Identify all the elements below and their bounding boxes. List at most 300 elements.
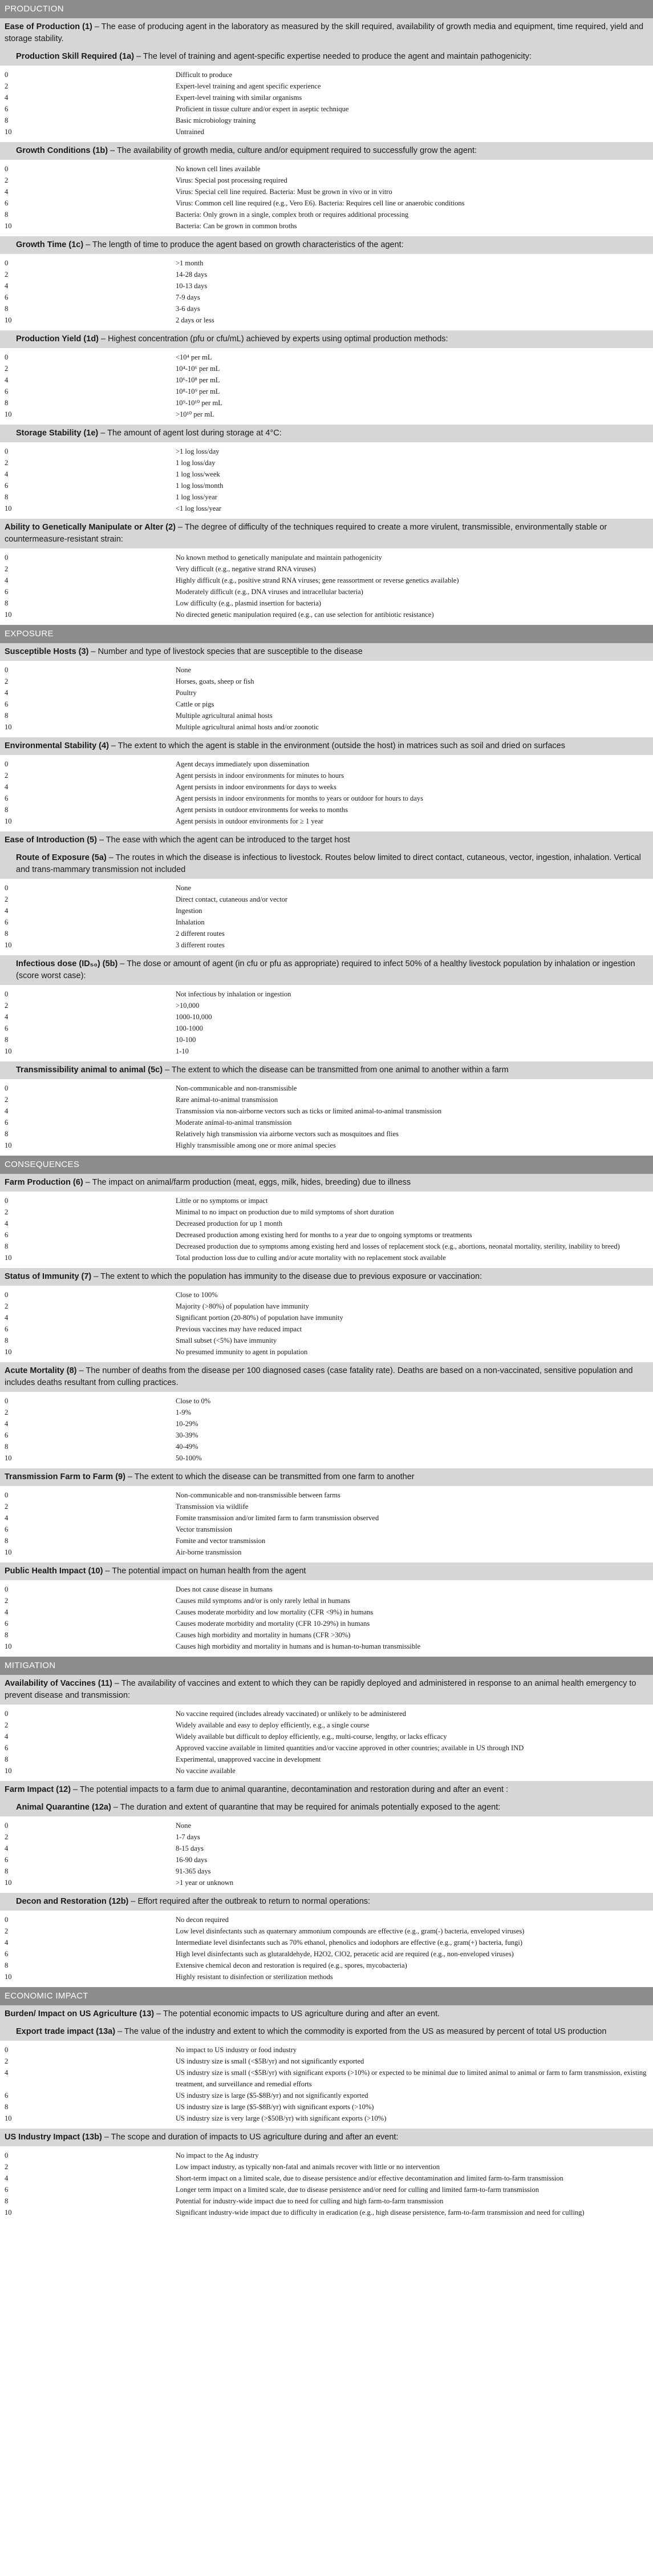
score-value: 4: [5, 282, 9, 290]
table-row: [0, 815, 653, 827]
score-value: 4: [5, 783, 9, 791]
score-description: Approved vaccine available in limited quantities and/or vaccine approved in other countries; available in US through IND: [176, 1744, 524, 1752]
criterion-description: – The routes in which the disease is infectious to livestock. Routes below limited to direct contact, cutaneous, vector, ingestion, inhalation. Vertical and trans-mammary transmission not included: [16, 853, 641, 874]
table-row: [0, 575, 653, 586]
score-description: Little or no symptoms or impact: [176, 1197, 268, 1205]
score-value: 6: [5, 1024, 9, 1032]
score-value: 4: [5, 1220, 9, 1228]
score-description: Close to 100%: [176, 1291, 218, 1299]
table-row: [0, 916, 653, 928]
table-row: [0, 609, 653, 620]
criterion-label: Acute Mortality (8): [5, 1366, 77, 1375]
score-description: Expert-level training with similar organisms: [176, 94, 302, 102]
section-header-exposure: EXPOSURE: [0, 625, 653, 643]
table-row: [0, 1000, 653, 1011]
score-value: 0: [5, 165, 9, 173]
table-row: [0, 1606, 653, 1618]
score-value: 2: [5, 1597, 9, 1605]
criterion-description: – The potential impacts to a farm due to animal quarantine, decontamination and restoration during and after an event :: [71, 1785, 509, 1794]
score-table: [0, 664, 653, 733]
score-description: Short-term impact on a limited scale, due to disease persistence and/or effective decontamination and limited farm-to-farm transmission: [176, 2174, 563, 2182]
table-row: [0, 1925, 653, 1937]
criterion-description: – The amount of agent lost during storage at 4°C:: [98, 429, 282, 438]
score-description: Highly resistant to disinfection or sterilization methods: [176, 1973, 333, 1981]
score-value: 6: [5, 700, 9, 708]
table-row: [0, 781, 653, 793]
table-row: [0, 988, 653, 1000]
score-description: Minimal to no impact on production due to mild symptoms of short duration: [176, 1208, 394, 1216]
score-description: Multiple agricultural animal hosts and/or zoonotic: [176, 723, 319, 731]
score-value: 6: [5, 482, 9, 490]
score-description: Moderately difficult (e.g., DNA viruses and intracellular bacteria): [176, 588, 363, 596]
criterion-header: [0, 1799, 653, 1816]
criterion-label: Ease of Introduction (5): [5, 835, 97, 845]
table-row: [0, 2195, 653, 2207]
score-description: No impact to US industry or food industry: [176, 2046, 297, 2054]
score-value: 6: [5, 105, 9, 113]
score-value: 2: [5, 565, 9, 573]
score-value: 0: [5, 1197, 9, 1205]
score-value: 10: [5, 1642, 12, 1650]
score-description: None: [176, 1822, 192, 1830]
score-table: [0, 1195, 653, 1263]
table-row: [0, 457, 653, 469]
score-value: 8: [5, 1443, 9, 1451]
criterion-header: [0, 330, 653, 348]
score-value: 6: [5, 1620, 9, 1628]
table-row: [0, 1831, 653, 1843]
score-value: 2: [5, 677, 9, 685]
score-value: 4: [5, 1314, 9, 1322]
score-description: Extensive chemical decon and restoration is required (e.g., spores, mycobacteria): [176, 1961, 407, 1969]
score-description: No impact to the Ag industry: [176, 2151, 259, 2159]
score-description: Close to 0%: [176, 1397, 211, 1405]
score-value: 4: [5, 376, 9, 384]
score-value: 0: [5, 990, 9, 998]
score-value: 4: [5, 1107, 9, 1115]
score-value: 2: [5, 1721, 9, 1729]
score-value: 8: [5, 399, 9, 407]
score-table: [0, 2150, 653, 2218]
table-row: [0, 721, 653, 733]
score-value: 2: [5, 365, 9, 373]
score-value: 10: [5, 723, 12, 731]
score-value: 8: [5, 1755, 9, 1763]
criterion-label: Ease of Production (1): [5, 22, 92, 31]
criterion-description: – The number of deaths from the disease per 100 diagnosed cases (case fatality rate). Deaths are based on a non-vaccinated, sensitive population and includes deaths resultant from culling practices.: [5, 1366, 633, 1387]
score-value: 4: [5, 1514, 9, 1522]
table-row: [0, 197, 653, 209]
score-description: No presumed immunity to agent in population: [176, 1348, 308, 1356]
criterion-label: Transmissibility animal to animal (5c): [16, 1065, 163, 1075]
table-row: [0, 126, 653, 138]
score-value: 8: [5, 1242, 9, 1250]
score-value: 4: [5, 1733, 9, 1741]
table-row: [0, 1501, 653, 1512]
criterion-description: – Highest concentration (pfu or cfu/mL) achieved by experts using optimal production methods:: [99, 334, 448, 344]
criterion-description: – The availability of vaccines and extent to which they can be rapidly deployed and administered in response to an animal health emergency to prevent disease and transmission:: [5, 1679, 636, 1700]
score-description: None: [176, 666, 192, 674]
score-value: 0: [5, 1710, 9, 1718]
score-value: 8: [5, 712, 9, 720]
score-description: 8-15 days: [176, 1844, 204, 1852]
score-value: 0: [5, 1491, 9, 1499]
score-value: 8: [5, 116, 9, 124]
score-description: 10⁴-10⁶ per mL: [176, 365, 220, 373]
table-row: [0, 710, 653, 721]
score-value: 2: [5, 270, 9, 278]
score-description: 91-365 days: [176, 1867, 211, 1875]
table-row: [0, 1218, 653, 1229]
table-row: [0, 314, 653, 326]
table-row: [0, 1742, 653, 1754]
score-value: 6: [5, 1950, 9, 1958]
score-description: Multiple agricultural animal hosts: [176, 712, 273, 720]
table-row: [0, 1346, 653, 1358]
criterion-description: – The potential impact on human health from the agent: [103, 1566, 306, 1576]
score-value: 6: [5, 918, 9, 926]
score-value: 4: [5, 907, 9, 915]
criterion-label: Export trade impact (13a): [16, 2027, 116, 2036]
score-value: 2: [5, 2163, 9, 2171]
table-row: [0, 469, 653, 480]
score-table: [0, 446, 653, 514]
score-value: 0: [5, 1291, 9, 1299]
section-header-economic-impact: ECONOMIC IMPACT: [0, 1987, 653, 2005]
score-description: Virus: Common cell line required (e.g., Vero E6). Bacteria: Requires cell line or anaerobic conditions: [176, 199, 465, 207]
criterion-header: [0, 1893, 653, 1911]
criterion-label: Status of Immunity (7): [5, 1272, 92, 1281]
score-description: Expert-level training and agent specific experience: [176, 82, 321, 90]
score-value: 4: [5, 1939, 9, 1947]
score-value: 10: [5, 1047, 12, 1055]
score-table: [0, 1289, 653, 1358]
table-row: [0, 2207, 653, 2218]
criterion-description: – Number and type of livestock species that are susceptible to the disease: [88, 647, 363, 656]
table-row: [0, 1489, 653, 1501]
table-row: [0, 1731, 653, 1742]
score-value: 8: [5, 2197, 9, 2205]
score-value: 0: [5, 259, 9, 267]
score-description: Total production loss due to culling and/or acute mortality with no replacement stock available: [176, 1254, 446, 1262]
table-row: [0, 1512, 653, 1524]
table-row: [0, 1252, 653, 1263]
score-description: Rare animal-to-animal transmission: [176, 1096, 278, 1104]
criterion-label: Decon and Restoration (12b): [16, 1897, 129, 1906]
score-value: 2: [5, 1002, 9, 1010]
criterion-header: [0, 48, 653, 66]
table-row: [0, 1289, 653, 1301]
table-row: [0, 1034, 653, 1045]
table-row: [0, 1206, 653, 1218]
score-description: Cattle or pigs: [176, 700, 214, 708]
score-table: [0, 882, 653, 951]
score-description: Fomite and vector transmission: [176, 1537, 266, 1545]
table-row: [0, 1128, 653, 1140]
criterion-description: – The level of training and agent-specific expertise needed to produce the agent and maintain pathogenicity:: [134, 52, 532, 61]
score-value: 0: [5, 554, 9, 562]
score-value: 4: [5, 1013, 9, 1021]
score-description: 10-13 days: [176, 282, 208, 290]
table-row: [0, 1960, 653, 1971]
score-value: 8: [5, 1337, 9, 1344]
table-row: [0, 1105, 653, 1117]
table-row: [0, 1629, 653, 1641]
table-row: [0, 480, 653, 491]
score-description: Causes high morbidity and mortality in humans and is human-to-human transmissible: [176, 1642, 421, 1650]
score-value: 10: [5, 128, 12, 136]
score-description: 40-49%: [176, 1443, 198, 1451]
table-row: [0, 69, 653, 80]
table-row: [0, 552, 653, 563]
criterion-label: Production Yield (1d): [16, 334, 99, 344]
score-value: 4: [5, 188, 9, 196]
score-value: 10: [5, 1141, 12, 1149]
score-description: No vaccine required (includes already vaccinated) or unlikely to be administered: [176, 1710, 406, 1718]
score-value: 2: [5, 2057, 9, 2065]
table-row: [0, 1765, 653, 1776]
criterion-label: US Industry Impact (13b): [5, 2133, 102, 2142]
score-value: 0: [5, 71, 9, 79]
score-value: 4: [5, 2069, 9, 2077]
score-description: Causes high morbidity and mortality in humans (CFR >30%): [176, 1631, 351, 1639]
criterion-label: Production Skill Required (1a): [16, 52, 135, 61]
score-description: Horses, goats, sheep or fish: [176, 677, 254, 685]
score-description: 1-10: [176, 1047, 189, 1055]
score-table: [0, 1489, 653, 1558]
score-value: 6: [5, 1856, 9, 1864]
score-value: 10: [5, 410, 12, 418]
table-row: [0, 894, 653, 905]
score-table: [0, 352, 653, 420]
score-description: <1 log loss/year: [176, 504, 221, 512]
score-description: High level disinfectants such as glutaraldehyde, H2O2, ClO2, peracetic acid are required (e.g., non-enveloped viruses): [176, 1950, 514, 1958]
table-row: [0, 2101, 653, 2113]
score-table: [0, 2044, 653, 2124]
score-value: 6: [5, 794, 9, 802]
score-description: 2 different routes: [176, 930, 225, 938]
table-row: [0, 1595, 653, 1606]
table-row: [0, 1407, 653, 1418]
table-row: [0, 597, 653, 609]
criterion-header: [0, 1675, 653, 1705]
table-row: [0, 503, 653, 514]
table-row: [0, 905, 653, 916]
score-value: 0: [5, 1084, 9, 1092]
criterion-description: – The extent to which the disease can be transmitted from one animal to another within a farm: [163, 1065, 509, 1075]
score-description: 2 days or less: [176, 316, 214, 324]
table-row: [0, 1843, 653, 1854]
score-description: US industry size is small (<$5B/yr) with significant exports (>10%) or expected to be minimal due to limited animal to animal or farm to farm transmission, existing treatment, and surveillance and remedial efforts: [176, 2069, 647, 2088]
score-description: Highly difficult (e.g., positive strand RNA viruses; gene reassortment or reverse genetics available): [176, 576, 459, 584]
score-value: 4: [5, 1844, 9, 1852]
table-row: [0, 1524, 653, 1535]
table-row: [0, 303, 653, 314]
table-row: [0, 1854, 653, 1866]
score-description: Bacteria: Can be grown in common broths: [176, 222, 297, 230]
score-description: US industry size is large ($5-$8B/yr) and not significantly exported: [176, 2092, 368, 2099]
criterion-header: [0, 1562, 653, 1580]
criterion-header: [0, 425, 653, 442]
score-description: Direct contact, cutaneous and/or vector: [176, 895, 288, 903]
score-value: 2: [5, 1833, 9, 1841]
table-row: [0, 80, 653, 92]
criterion-header: [0, 1468, 653, 1486]
score-description: Decreased production for up 1 month: [176, 1220, 283, 1228]
score-description: Air-borne transmission: [176, 1548, 242, 1556]
criterion-description: – The value of the industry and extent to which the commodity is exported from the US as measured by percent of total US production: [115, 2027, 607, 2036]
score-description: Vector transmission: [176, 1525, 232, 1533]
score-description: Small subset (<5%) have immunity: [176, 1337, 277, 1344]
score-description: Causes moderate morbidity and mortality (CFR 10-29%) in humans: [176, 1620, 370, 1628]
score-value: 8: [5, 493, 9, 501]
score-value: 2: [5, 1927, 9, 1935]
table-row: [0, 2184, 653, 2195]
table-row: [0, 1323, 653, 1335]
score-value: 10: [5, 1454, 12, 1462]
score-description: US industry size is very large (>$50B/yr) with significant exports (>10%): [176, 2114, 387, 2122]
criterion-description: – Effort required after the outbreak to return to normal operations:: [128, 1897, 371, 1906]
score-value: 10: [5, 817, 12, 825]
score-description: >10¹⁰ per mL: [176, 410, 214, 418]
section-header-production: PRODUCTION: [0, 0, 653, 18]
score-description: Inhalation: [176, 918, 205, 926]
score-description: Transmission via wildlife: [176, 1503, 249, 1511]
score-description: Agent persists in indoor environments for minutes to hours: [176, 772, 344, 780]
score-table: [0, 1820, 653, 1888]
score-description: 14-28 days: [176, 270, 208, 278]
score-value: 2: [5, 1208, 9, 1216]
criterion-label: Environmental Stability (4): [5, 741, 109, 750]
table-row: [0, 175, 653, 186]
score-description: 1 log loss/week: [176, 470, 220, 478]
table-row: [0, 793, 653, 804]
score-description: Very difficult (e.g., negative strand RNA viruses): [176, 565, 316, 573]
table-row: [0, 1312, 653, 1323]
criterion-label: Storage Stability (1e): [16, 429, 99, 438]
criterion-description: – The extent to which the disease can be transmitted from one farm to another: [125, 1472, 415, 1481]
criterion-header: [0, 519, 653, 548]
score-value: 4: [5, 94, 9, 102]
table-row: [0, 186, 653, 197]
score-description: Untrained: [176, 128, 204, 136]
score-value: 4: [5, 576, 9, 584]
criterion-header: [0, 1268, 653, 1286]
score-description: >1 year or unknown: [176, 1879, 234, 1887]
score-value: 8: [5, 1631, 9, 1639]
criterion-label: Transmission Farm to Farm (9): [5, 1472, 125, 1481]
criterion-header: [0, 737, 653, 755]
table-row: [0, 928, 653, 939]
criterion-description: – The extent to which the population has immunity to the disease due to previous exposure or vaccination:: [91, 1272, 482, 1281]
criterion-label: Availability of Vaccines (11): [5, 1679, 112, 1688]
table-row: [0, 1301, 653, 1312]
criterion-description: – The dose or amount of agent (in cfu or pfu as appropriate) required to infect 50% of a healthy livestock population by inhalation or ingestion (score worst case):: [16, 959, 635, 980]
score-value: 2: [5, 1302, 9, 1310]
table-row: [0, 2173, 653, 2184]
score-value: 6: [5, 1744, 9, 1752]
score-value: 0: [5, 1585, 9, 1593]
table-row: [0, 163, 653, 175]
table-row: [0, 103, 653, 115]
score-description: Non-communicable and non-transmissible between farms: [176, 1491, 340, 1499]
table-row: [0, 1584, 653, 1595]
score-table: [0, 69, 653, 138]
table-row: [0, 758, 653, 770]
score-description: Decreased production due to symptoms among existing herd and losses of replacement stock (e.g., abortions, neonatal mortality, sterility, inability to breed): [176, 1242, 620, 1250]
table-row: [0, 269, 653, 280]
table-row: [0, 1395, 653, 1407]
score-value: 10: [5, 1348, 12, 1356]
score-description: <10⁴ per mL: [176, 353, 212, 361]
score-table: [0, 552, 653, 620]
criterion-label: Public Health Impact (10): [5, 1566, 103, 1576]
score-description: Low level disinfectants such as quaternary ammonium compounds are effective (e.g., gram(-) bacteria, enveloped viruses): [176, 1927, 525, 1935]
table-row: [0, 363, 653, 374]
criterion-header: [0, 1362, 653, 1392]
score-description: Significant industry-wide impact due to difficulty in eradication (e.g., high disease persistence, farm-to-farm transmission and need for culling): [176, 2208, 585, 2216]
score-value: 6: [5, 199, 9, 207]
score-value: 8: [5, 599, 9, 607]
score-value: 0: [5, 1822, 9, 1830]
score-value: 4: [5, 470, 9, 478]
score-value: 8: [5, 2103, 9, 2111]
table-row: [0, 770, 653, 781]
score-value: 2: [5, 1503, 9, 1511]
table-row: [0, 374, 653, 386]
table-row: [0, 386, 653, 397]
score-description: 1-7 days: [176, 1833, 200, 1841]
table-row: [0, 1117, 653, 1128]
table-row: [0, 1140, 653, 1151]
score-description: No decon required: [176, 1916, 229, 1924]
criterion-header: [0, 2129, 653, 2146]
score-description: Moderate animal-to-animal transmission: [176, 1119, 292, 1127]
score-description: 1-9%: [176, 1408, 192, 1416]
score-description: Decreased production among existing herd for months to a year due to ongoing symptoms or treatments: [176, 1231, 472, 1239]
score-description: None: [176, 884, 192, 892]
table-row: [0, 1708, 653, 1719]
score-value: 4: [5, 1420, 9, 1428]
criterion-label: Susceptible Hosts (3): [5, 647, 89, 656]
score-description: 3-6 days: [176, 305, 200, 313]
table-row: [0, 1418, 653, 1430]
criterion-header: [0, 2023, 653, 2041]
score-description: 100-1000: [176, 1024, 203, 1032]
score-description: 10-29%: [176, 1420, 198, 1428]
score-value: 10: [5, 1767, 12, 1775]
score-description: No directed genetic manipulation required (e.g., can use selection for antibiotic resistance): [176, 611, 434, 619]
score-table: [0, 1708, 653, 1776]
table-row: [0, 1937, 653, 1948]
score-value: 8: [5, 1036, 9, 1044]
table-row: [0, 2044, 653, 2056]
table-row: [0, 1971, 653, 1983]
score-value: 2: [5, 459, 9, 467]
table-row: [0, 1754, 653, 1765]
score-value: 6: [5, 387, 9, 395]
score-table: [0, 1584, 653, 1652]
score-description: Ingestion: [176, 907, 202, 915]
score-description: Proficient in tissue culture and/or expert in aseptic technique: [176, 105, 349, 113]
score-table: [0, 1395, 653, 1464]
score-value: 0: [5, 1397, 9, 1405]
score-value: 10: [5, 316, 12, 324]
criterion-label: Animal Quarantine (12a): [16, 1803, 111, 1812]
table-row: [0, 92, 653, 103]
criterion-description: – The potential economic impacts to US agriculture during and after an event.: [154, 2009, 440, 2018]
table-row: [0, 1877, 653, 1888]
